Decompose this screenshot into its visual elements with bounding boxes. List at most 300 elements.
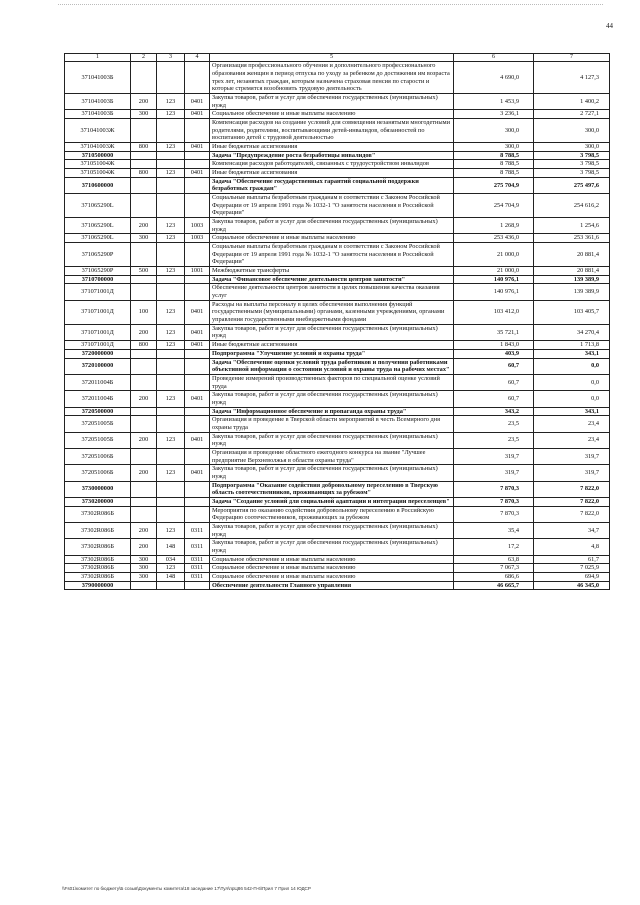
expense-type: 200 <box>131 432 157 448</box>
row-code: 37302R086Б <box>65 539 131 555</box>
admin-code: 123 <box>157 218 185 234</box>
planned-amount: 60,7 <box>454 391 534 407</box>
expense-type: 800 <box>131 169 157 178</box>
admin-code: 123 <box>157 234 185 243</box>
table-row <box>65 564 610 573</box>
planned-amount: 300,0 <box>454 119 534 143</box>
column-header: 7 <box>534 54 610 62</box>
admin-code <box>157 151 185 160</box>
section-code <box>185 160 210 169</box>
actual-amount: 103 405,7 <box>534 300 610 324</box>
actual-amount: 7 822,0 <box>534 481 610 497</box>
row-code: 372051006Б <box>65 465 131 481</box>
planned-amount: 140 976,1 <box>454 284 534 300</box>
planned-amount: 253 436,0 <box>454 234 534 243</box>
admin-code <box>157 284 185 300</box>
admin-code: 123 <box>157 341 185 350</box>
row-description: Социальное обеспечение и иные выплаты населению <box>210 572 454 581</box>
actual-amount: 20 881,4 <box>534 267 610 276</box>
admin-code: 034 <box>157 555 185 564</box>
expense-type <box>131 160 157 169</box>
table-row <box>65 506 610 522</box>
row-description: Социальные выплаты безработным гражданам в соответствии с Законом Российской Федерации от 19 апреля 1991 года № 1032-1 "О занятости населения в Российской Федерации" <box>210 243 454 267</box>
section-code <box>185 374 210 390</box>
actual-amount: 343,1 <box>534 349 610 358</box>
row-code: 3730200000 <box>65 497 131 506</box>
admin-code: 123 <box>157 432 185 448</box>
row-code: 371071001Д <box>65 300 131 324</box>
section-code: 0401 <box>185 300 210 324</box>
section-code: 0401 <box>185 341 210 350</box>
expense-type <box>131 358 157 374</box>
page-number: 44 <box>606 22 613 30</box>
admin-code: 148 <box>157 572 185 581</box>
table-row <box>65 374 610 390</box>
admin-code <box>157 275 185 284</box>
table-row <box>65 169 610 178</box>
row-description: Мероприятия по оказанию содействия добровольному переселению в Российскую Федерацию соотечественников, проживающих за рубежом <box>210 506 454 522</box>
table-row <box>65 432 610 448</box>
section-code: 0311 <box>185 564 210 573</box>
row-code: 372051005Б <box>65 432 131 448</box>
planned-amount: 1 453,9 <box>454 94 534 110</box>
planned-amount: 686,6 <box>454 572 534 581</box>
section-code <box>185 497 210 506</box>
expense-type <box>131 194 157 218</box>
section-code <box>185 119 210 143</box>
actual-amount: 2 727,1 <box>534 110 610 119</box>
admin-code: 123 <box>157 465 185 481</box>
planned-amount: 23,5 <box>454 432 534 448</box>
row-description: Проведение измерений производственных факторов по специальной оценке условий труда <box>210 374 454 390</box>
admin-code <box>157 407 185 416</box>
expense-type: 300 <box>131 555 157 564</box>
column-header: 4 <box>185 54 210 62</box>
table-row <box>65 243 610 267</box>
row-code: 3720500000 <box>65 407 131 416</box>
section-code: 0401 <box>185 143 210 152</box>
table-row <box>65 218 610 234</box>
expense-type: 100 <box>131 300 157 324</box>
row-description: Задача "Информационное обеспечение и пропаганда охраны труда" <box>210 407 454 416</box>
section-code <box>185 275 210 284</box>
expense-type: 200 <box>131 522 157 538</box>
admin-code <box>157 349 185 358</box>
planned-amount: 1 843,0 <box>454 341 534 350</box>
expense-type <box>131 448 157 464</box>
row-description: Межбюджетные трансферты <box>210 267 454 276</box>
column-header: 6 <box>454 54 534 62</box>
actual-amount: 23,4 <box>534 432 610 448</box>
planned-amount: 4 690,0 <box>454 62 534 94</box>
row-description: Компенсация расходов работодателей, связанных с трудоустройством инвалидов <box>210 160 454 169</box>
admin-code <box>157 177 185 193</box>
planned-amount: 8 788,5 <box>454 160 534 169</box>
admin-code <box>157 481 185 497</box>
expense-type: 800 <box>131 143 157 152</box>
table-row <box>65 358 610 374</box>
row-description: Закупка товаров, работ и услуг для обеспечения государственных (муниципальных) нужд <box>210 539 454 555</box>
table-row <box>65 522 610 538</box>
table-row <box>65 119 610 143</box>
section-code <box>185 177 210 193</box>
table-row <box>65 497 610 506</box>
planned-amount: 140 976,1 <box>454 275 534 284</box>
row-code: 37302R086Б <box>65 564 131 573</box>
column-header: 3 <box>157 54 185 62</box>
row-description: Иные бюджетные ассигнования <box>210 169 454 178</box>
row-code: 371071001Д <box>65 324 131 340</box>
row-code: 371041003Б <box>65 110 131 119</box>
expense-type: 300 <box>131 110 157 119</box>
actual-amount: 4 127,3 <box>534 62 610 94</box>
row-description: Закупка товаров, работ и услуг для обеспечения государственных (муниципальных) нужд <box>210 432 454 448</box>
section-code: 0311 <box>185 539 210 555</box>
expense-type <box>131 416 157 432</box>
row-description: Задача "Создание условий для социальной адаптации и интеграции переселенцев" <box>210 497 454 506</box>
admin-code <box>157 506 185 522</box>
planned-amount: 403,9 <box>454 349 534 358</box>
expense-type: 200 <box>131 94 157 110</box>
planned-amount: 300,0 <box>454 143 534 152</box>
row-description: Закупка товаров, работ и услуг для обеспечения государственных (муниципальных) нужд <box>210 324 454 340</box>
expense-type: 200 <box>131 465 157 481</box>
actual-amount: 139 389,9 <box>534 284 610 300</box>
table-row <box>65 234 610 243</box>
actual-amount: 275 497,6 <box>534 177 610 193</box>
actual-amount: 139 389,9 <box>534 275 610 284</box>
section-code: 0401 <box>185 324 210 340</box>
row-description: Закупка товаров, работ и услуг для обеспечения государственных (муниципальных) нужд <box>210 391 454 407</box>
section-code <box>185 416 210 432</box>
section-code: 0401 <box>185 432 210 448</box>
table-row <box>65 581 610 590</box>
actual-amount: 3 798,5 <box>534 160 610 169</box>
admin-code: 123 <box>157 94 185 110</box>
expense-type <box>131 497 157 506</box>
expense-type: 200 <box>131 391 157 407</box>
table-row <box>65 349 610 358</box>
section-code <box>185 349 210 358</box>
top-border-dots <box>58 4 603 5</box>
planned-amount: 23,5 <box>454 416 534 432</box>
admin-code <box>157 160 185 169</box>
row-code: 3730000000 <box>65 481 131 497</box>
actual-amount: 1 713,8 <box>534 341 610 350</box>
row-code: 371051004Ж <box>65 169 131 178</box>
admin-code <box>157 62 185 94</box>
table-row <box>65 481 610 497</box>
row-code: 371041003Ж <box>65 119 131 143</box>
row-description: Социальные выплаты безработным гражданам в соответствии с Законом Российской Федерации от 19 апреля 1991 года № 1032-1 "О занятости населения в Российской Федерации" <box>210 194 454 218</box>
actual-amount: 4,8 <box>534 539 610 555</box>
table-row <box>65 194 610 218</box>
section-code <box>185 407 210 416</box>
row-description: Социальное обеспечение и иные выплаты населению <box>210 555 454 564</box>
actual-amount: 0,0 <box>534 391 610 407</box>
row-description: Подпрограмма "Улучшение условий и охраны труда" <box>210 349 454 358</box>
planned-amount: 3 236,1 <box>454 110 534 119</box>
expense-type <box>131 177 157 193</box>
budget-table <box>64 53 610 590</box>
section-code: 0401 <box>185 169 210 178</box>
expense-type: 200 <box>131 324 157 340</box>
section-code: 1003 <box>185 218 210 234</box>
section-code <box>185 581 210 590</box>
row-code: 3710700000 <box>65 275 131 284</box>
section-code <box>185 151 210 160</box>
table-row <box>65 572 610 581</box>
admin-code: 123 <box>157 300 185 324</box>
admin-code <box>157 119 185 143</box>
planned-amount: 343,2 <box>454 407 534 416</box>
column-header: 2 <box>131 54 157 62</box>
admin-code: 148 <box>157 539 185 555</box>
expense-type <box>131 151 157 160</box>
planned-amount: 17,2 <box>454 539 534 555</box>
admin-code <box>157 497 185 506</box>
admin-code <box>157 243 185 267</box>
section-code: 0401 <box>185 391 210 407</box>
row-description: Социальное обеспечение и иные выплаты населению <box>210 234 454 243</box>
expense-type <box>131 119 157 143</box>
section-code <box>185 481 210 497</box>
section-code: 0311 <box>185 555 210 564</box>
row-code: 371065290L <box>65 194 131 218</box>
table-row <box>65 341 610 350</box>
section-code <box>185 243 210 267</box>
table-row <box>65 391 610 407</box>
expense-type: 500 <box>131 267 157 276</box>
row-code: 3710500000 <box>65 151 131 160</box>
row-code: 37302R086Б <box>65 522 131 538</box>
actual-amount: 7 822,0 <box>534 497 610 506</box>
row-description: Обеспечение деятельности центров занятости в целях повышения качества оказания услуг <box>210 284 454 300</box>
row-code: 3720100000 <box>65 358 131 374</box>
row-code: 371041003Ж <box>65 143 131 152</box>
planned-amount: 46 665,7 <box>454 581 534 590</box>
expense-type <box>131 349 157 358</box>
actual-amount: 0,0 <box>534 358 610 374</box>
section-code: 1003 <box>185 234 210 243</box>
row-code: 3720000000 <box>65 349 131 358</box>
planned-amount: 103 412,0 <box>454 300 534 324</box>
table-row <box>65 62 610 94</box>
table-row <box>65 151 610 160</box>
actual-amount: 300,0 <box>534 143 610 152</box>
admin-code <box>157 374 185 390</box>
table-row <box>65 407 610 416</box>
row-code: 371041003Б <box>65 94 131 110</box>
row-description: Организация и проведение областного ежегодного конкурса на звание "Лучшее предприятие Верхневолжья в области охраны труда" <box>210 448 454 464</box>
table-row <box>65 284 610 300</box>
actual-amount: 3 798,5 <box>534 151 610 160</box>
actual-amount: 253 361,6 <box>534 234 610 243</box>
section-code: 1001 <box>185 267 210 276</box>
admin-code: 123 <box>157 564 185 573</box>
table-row <box>65 465 610 481</box>
admin-code <box>157 448 185 464</box>
planned-amount: 8 788,5 <box>454 169 534 178</box>
planned-amount: 254 704,9 <box>454 194 534 218</box>
section-code <box>185 194 210 218</box>
actual-amount: 7 822,0 <box>534 506 610 522</box>
expense-type <box>131 506 157 522</box>
row-description: Закупка товаров, работ и услуг для обеспечения государственных (муниципальных) нужд <box>210 218 454 234</box>
table-row <box>65 110 610 119</box>
expense-type: 300 <box>131 234 157 243</box>
planned-amount: 319,7 <box>454 465 534 481</box>
row-code: 371041003Б <box>65 62 131 94</box>
row-description: Обеспечение деятельности Главного управления <box>210 581 454 590</box>
row-code: 37302R086Б <box>65 555 131 564</box>
actual-amount: 300,0 <box>534 119 610 143</box>
expense-type <box>131 581 157 590</box>
actual-amount: 1 254,6 <box>534 218 610 234</box>
row-description: Задача "Предупреждение роста безработицы инвалидов" <box>210 151 454 160</box>
row-description: Задача "Обеспечение государственных гарантий социальной поддержки безработных граждан" <box>210 177 454 193</box>
row-description: Задача "Финансовое обеспечение деятельности центров занятости" <box>210 275 454 284</box>
row-code: 372051006Б <box>65 448 131 464</box>
planned-amount: 21 000,0 <box>454 243 534 267</box>
section-code <box>185 62 210 94</box>
expense-type <box>131 243 157 267</box>
row-description: Иные бюджетные ассигнования <box>210 143 454 152</box>
row-code: 372051005Б <box>65 416 131 432</box>
actual-amount: 61,7 <box>534 555 610 564</box>
row-code: 3710600000 <box>65 177 131 193</box>
planned-amount: 319,7 <box>454 448 534 464</box>
row-code: 371065290Р <box>65 267 131 276</box>
planned-amount: 7 870,3 <box>454 497 534 506</box>
table-row <box>65 555 610 564</box>
admin-code: 123 <box>157 522 185 538</box>
table-row <box>65 267 610 276</box>
admin-code: 123 <box>157 324 185 340</box>
row-code: 371065290Р <box>65 243 131 267</box>
row-description: Компенсация расходов на создание условий для совмещения незанятыми многодетными родителями, родителями, воспитывающими детей-инвалидов, обязанностей по воспитанию детей с трудовой деятельностью <box>210 119 454 143</box>
row-description: Иные бюджетные ассигнования <box>210 341 454 350</box>
row-code: 371065290L <box>65 234 131 243</box>
section-code <box>185 448 210 464</box>
admin-code: 123 <box>157 267 185 276</box>
table-row <box>65 143 610 152</box>
actual-amount: 3 798,5 <box>534 169 610 178</box>
section-code: 0311 <box>185 572 210 581</box>
table-header-row <box>65 54 610 62</box>
row-description: Закупка товаров, работ и услуг для обеспечения государственных (муниципальных) нужд <box>210 522 454 538</box>
table-row <box>65 160 610 169</box>
planned-amount: 60,7 <box>454 374 534 390</box>
row-description: Организация профессионального обучения и дополнительного профессионального образования женщин в период отпуска по уходу за ребенком до достижения им возраста трех лет, незанятых граждан, которым назначена страховая пенсия по старости и которые стремятся возобновить трудовую деятельность <box>210 62 454 94</box>
actual-amount: 34,7 <box>534 522 610 538</box>
actual-amount: 694,9 <box>534 572 610 581</box>
row-description: Закупка товаров, работ и услуг для обеспечения государственных (муниципальных) нужд <box>210 465 454 481</box>
expense-type <box>131 407 157 416</box>
table-row <box>65 416 610 432</box>
row-code: 372011004Б <box>65 374 131 390</box>
expense-type <box>131 62 157 94</box>
planned-amount: 7 067,3 <box>454 564 534 573</box>
admin-code: 123 <box>157 169 185 178</box>
row-code: 3790000000 <box>65 581 131 590</box>
expense-type <box>131 284 157 300</box>
row-code: 371071001Д <box>65 341 131 350</box>
expense-type: 200 <box>131 539 157 555</box>
table-row <box>65 324 610 340</box>
row-code: 372011004Б <box>65 391 131 407</box>
expense-type: 300 <box>131 572 157 581</box>
planned-amount: 8 788,5 <box>454 151 534 160</box>
row-description: Задача "Обеспечение оценки условий труда работников и получения работниками объективной информации о состоянии условий и охраны труда на рабочих местах" <box>210 358 454 374</box>
row-description: Подпрограмма "Оказание содействия добровольному переселению в Тверскую область соотечественников, проживающих за рубежом" <box>210 481 454 497</box>
column-header: 1 <box>65 54 131 62</box>
expense-type: 800 <box>131 341 157 350</box>
admin-code: 123 <box>157 143 185 152</box>
admin-code: 123 <box>157 110 185 119</box>
row-description: Закупка товаров, работ и услуг для обеспечения государственных (муниципальных) нужд <box>210 94 454 110</box>
section-code <box>185 358 210 374</box>
column-header: 5 <box>210 54 454 62</box>
actual-amount: 254 616,2 <box>534 194 610 218</box>
admin-code <box>157 581 185 590</box>
planned-amount: 275 704,9 <box>454 177 534 193</box>
row-code: 371065290L <box>65 218 131 234</box>
section-code: 0311 <box>185 522 210 538</box>
actual-amount: 20 881,4 <box>534 243 610 267</box>
admin-code: 123 <box>157 391 185 407</box>
row-code: 371071001Д <box>65 284 131 300</box>
row-code: 371051004Ж <box>65 160 131 169</box>
section-code: 0401 <box>185 94 210 110</box>
table-row <box>65 94 610 110</box>
actual-amount: 0,0 <box>534 374 610 390</box>
table-row <box>65 177 610 193</box>
table-body <box>65 62 610 590</box>
row-description: Организация и проведение в Тверской области мероприятий в честь Всемирного дня охраны труда <box>210 416 454 432</box>
table-row <box>65 539 610 555</box>
row-description: Расходы на выплаты персоналу в целях обеспечения выполнения функций государственными (муниципальными) органами, казенными учреждениями, органами управления государственными внебюджетными фондами <box>210 300 454 324</box>
section-code <box>185 284 210 300</box>
expense-type <box>131 481 157 497</box>
table-row <box>65 275 610 284</box>
actual-amount: 7 025,9 <box>534 564 610 573</box>
planned-amount: 63,8 <box>454 555 534 564</box>
admin-code <box>157 416 185 432</box>
section-code: 0401 <box>185 110 210 119</box>
planned-amount: 7 870,3 <box>454 481 534 497</box>
admin-code <box>157 194 185 218</box>
planned-amount: 21 000,0 <box>454 267 534 276</box>
actual-amount: 23,4 <box>534 416 610 432</box>
admin-code <box>157 358 185 374</box>
row-description: Социальное обеспечение и иные выплаты населению <box>210 564 454 573</box>
section-code: 0401 <box>185 465 210 481</box>
actual-amount: 319,7 <box>534 448 610 464</box>
planned-amount: 7 870,3 <box>454 506 534 522</box>
expense-type <box>131 275 157 284</box>
table-row <box>65 300 610 324</box>
planned-amount: 1 268,9 <box>454 218 534 234</box>
expense-type: 200 <box>131 218 157 234</box>
planned-amount: 35,4 <box>454 522 534 538</box>
actual-amount: 343,1 <box>534 407 610 416</box>
section-code <box>185 506 210 522</box>
actual-amount: 1 400,2 <box>534 94 610 110</box>
row-code: 37302R086Б <box>65 572 131 581</box>
expense-type: 300 <box>131 564 157 573</box>
row-code: 37302R086Б <box>65 506 131 522</box>
